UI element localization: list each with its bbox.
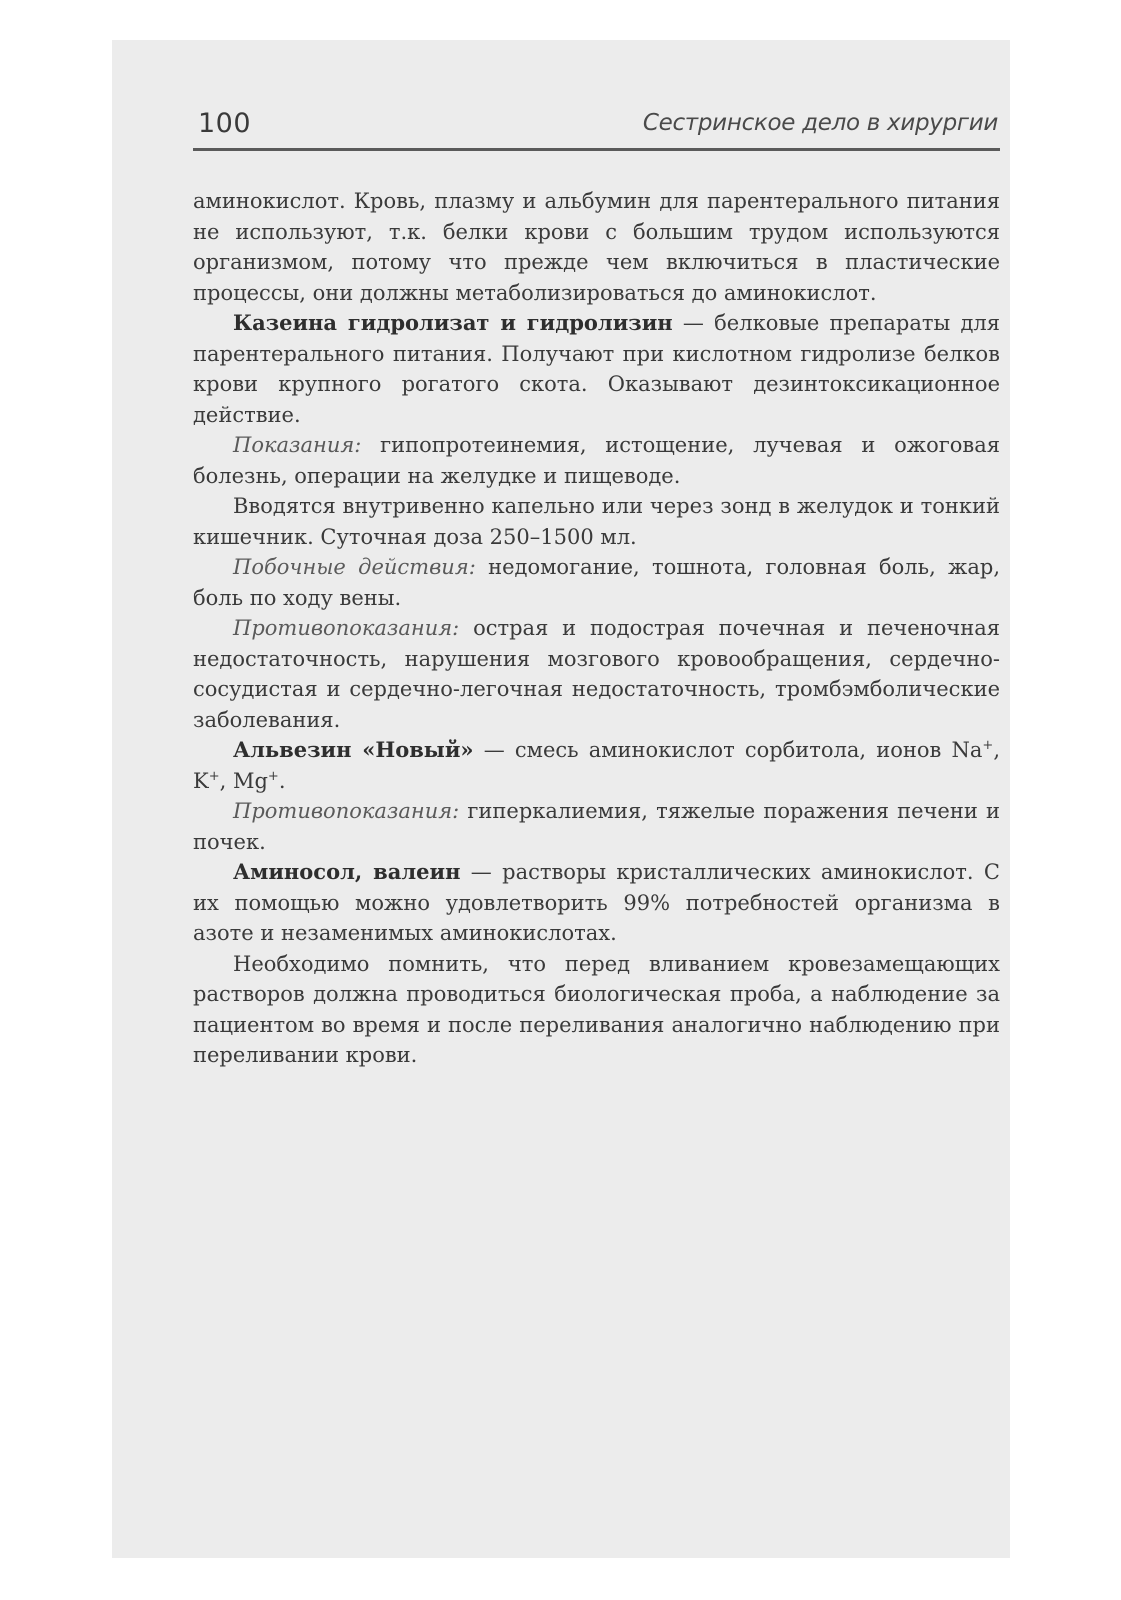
text-body <box>193 186 1000 1071</box>
running-header <box>198 108 998 148</box>
ion-charge: + <box>267 768 279 784</box>
term-aminosol: Аминосол, валеин <box>233 859 461 884</box>
ion-charge: + <box>982 738 994 753</box>
paragraph-text: — белковые препараты для парентерального питания. Получают при кислотном гидролизе белков крови крупного рогатого скота. Оказывают дезинтоксикационное действие. <box>193 311 1000 427</box>
label-side-effects: Побочные действия: <box>233 555 476 579</box>
label-indications: Показания: <box>233 433 362 457</box>
ion-symbol: Mg <box>232 768 268 793</box>
separator: , <box>993 738 1000 762</box>
paragraph-amino-acids: аминокислот. Кровь, плазму и альбумин для парентерального питания не используют, т.к. белки крови с большим трудом используются организмом, потому что прежде чем включиться в пластические процессы, они должны метаболизироваться до аминокислот. <box>193 189 1000 305</box>
paragraph-text: — растворы кристаллических аминокислот. С их помощью можно удовлетворить 99% потребностей организма в азоте и незаменимых аминокислотах. <box>193 860 1000 945</box>
paragraph-casein-hydrolysate <box>193 308 1000 430</box>
label-contraindications: Противопоказания: <box>233 799 460 823</box>
ion-potassium <box>193 769 220 793</box>
ion-symbol: Na <box>951 738 983 762</box>
paragraph-side-effects <box>193 552 1000 613</box>
paragraph-text: острая и подострая почечная и печеночная недостаточность, нарушения мозгового кровообращения, сердечно-сосудистая и сердечно-легочная недостаточность, тромбэмболические заболевания. <box>193 616 1000 732</box>
page-number: 100 <box>198 108 252 139</box>
paragraph-aminosol <box>193 857 1000 949</box>
paragraph-contraindications <box>193 613 1000 735</box>
term-alvezin: Альвезин «Новый» <box>233 737 474 762</box>
label-contraindications: Противопоказания: <box>233 616 460 640</box>
paragraph-administration: Вводятся внутривенно капельно или через зонд в желудок и тонкий кишечник. Суточная доза 250–1500 мл. <box>193 494 1000 549</box>
header-rule <box>193 148 1000 151</box>
paragraph-contraindications-alvezin <box>193 796 1000 857</box>
paragraph-alvezin <box>193 735 1000 796</box>
term-casein-hydrolysate: Казеина гидролизат и гидролизин <box>233 310 673 335</box>
ion-symbol: K <box>193 768 209 793</box>
book-title: Сестринское дело в хирургии <box>642 110 998 136</box>
ion-charge: + <box>208 768 220 784</box>
paragraph-text: недомогание, тошнота, головная боль, жар, боль по ходу вены. <box>193 555 1001 610</box>
separator: , <box>219 768 233 793</box>
paragraph-text: гиперкалиемия, тяжелые поражения печени и почек. <box>193 799 1000 854</box>
paragraph-text: гипопротеинемия, истощение, лучевая и ожоговая болезнь, операции на желудке и пищеводе. <box>193 433 1000 488</box>
paragraph-biological-test: Необходимо помнить, что перед вливанием кровезамещающих растворов должна проводиться биологическая проба, а наблюдение за пациентом во время и после переливания аналогично наблюдению при переливании крови. <box>193 951 1000 1067</box>
ion-sodium <box>952 738 994 762</box>
paragraph-indications <box>193 430 1000 491</box>
ion-magnesium <box>233 769 279 793</box>
paragraph-text: — смесь аминокислот сорбитола, ионов <box>473 738 952 762</box>
period: . <box>278 768 286 793</box>
